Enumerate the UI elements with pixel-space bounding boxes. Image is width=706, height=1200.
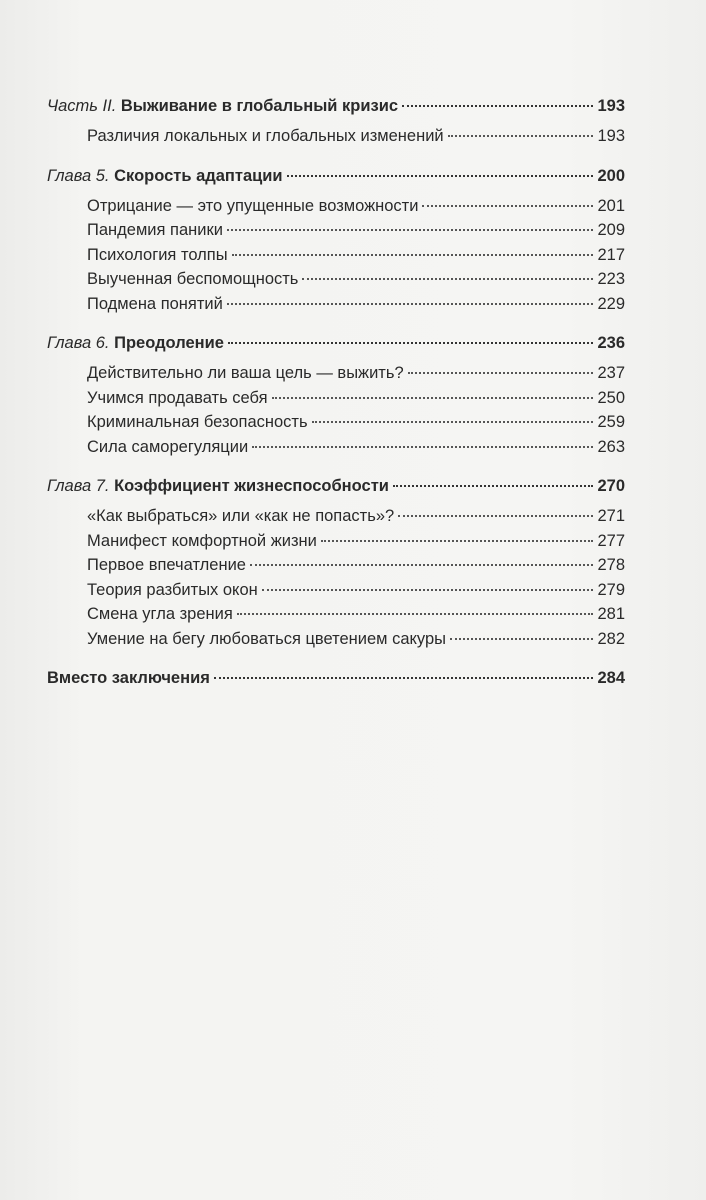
page-number: 209 — [597, 221, 625, 239]
dot-leader — [448, 135, 594, 137]
page-number: 236 — [597, 334, 625, 352]
page-number: 279 — [597, 580, 625, 599]
chapter-name: Коэффициент жизнеспособности — [114, 477, 389, 495]
toc-subsection-entry[interactable] — [47, 194, 625, 219]
subsection-title: Смена угла зрения — [87, 605, 233, 623]
dot-leader — [450, 638, 593, 640]
chapter-title — [47, 665, 210, 692]
chapter-title — [47, 473, 389, 500]
toc-subsection-entry[interactable] — [47, 361, 625, 386]
chapter-name: Преодоление — [114, 334, 224, 352]
toc-chapter-entry[interactable] — [47, 665, 625, 692]
dot-leader — [232, 254, 594, 256]
page-number: 250 — [597, 388, 625, 407]
dot-leader — [312, 421, 594, 423]
chapter-label: Глава 5. — [47, 166, 110, 185]
toc-section — [47, 665, 625, 692]
page-number: 200 — [597, 166, 625, 185]
chapter-title — [47, 163, 283, 190]
dot-leader — [302, 278, 593, 280]
toc-subsection-entry[interactable] — [47, 553, 625, 578]
chapter-label: Глава 7. — [47, 477, 110, 495]
dot-leader — [252, 446, 593, 448]
subsection-title: Различия локальных и глобальных изменений — [87, 127, 444, 145]
dot-leader — [262, 589, 594, 591]
subsection-title: Учимся продавать себя — [87, 388, 268, 407]
table-of-contents — [47, 93, 625, 706]
subsection-title: «Как выбраться» или «как не попасть»? — [87, 507, 395, 525]
dot-leader — [250, 564, 593, 566]
subsection-title: Сила саморегуляции — [87, 437, 249, 456]
toc-subsection-entry[interactable] — [47, 504, 625, 529]
dot-leader — [321, 540, 594, 542]
page-number: 263 — [597, 437, 625, 456]
toc-subsection-entry[interactable] — [47, 267, 625, 292]
toc-section — [47, 330, 625, 459]
page-number: 237 — [597, 364, 625, 382]
toc-section — [47, 163, 625, 317]
toc-subsection-entry[interactable] — [47, 386, 625, 411]
page-number: 193 — [597, 127, 625, 145]
dot-leader — [228, 342, 594, 344]
toc-chapter-entry[interactable] — [47, 330, 625, 357]
chapter-name: Выживание в глобальный кризис — [120, 97, 399, 115]
page-number: 282 — [597, 629, 625, 648]
dot-leader — [408, 372, 594, 374]
toc-chapter-entry[interactable] — [47, 473, 625, 500]
dot-leader — [214, 677, 594, 679]
toc-subsection-entry[interactable] — [47, 292, 625, 317]
toc-subsection-entry[interactable] — [47, 602, 625, 627]
subsection-title: Теория разбитых окон — [87, 580, 258, 599]
page-number: 270 — [597, 477, 625, 495]
toc-subsection-entry[interactable] — [47, 124, 625, 149]
dot-leader — [237, 613, 594, 615]
subsection-title: Отрицание — это упущенные возможности — [87, 196, 419, 215]
toc-subsection-entry[interactable] — [47, 243, 625, 268]
subsection-title: Криминальная безопасность — [87, 413, 308, 431]
toc-chapter-entry[interactable] — [47, 93, 625, 120]
dot-leader — [422, 205, 593, 207]
page-number: 271 — [597, 507, 625, 525]
toc-subsection-entry[interactable] — [47, 410, 625, 435]
chapter-title — [47, 93, 398, 120]
chapter-name: Скорость адаптации — [114, 166, 283, 185]
toc-subsection-entry[interactable] — [47, 578, 625, 603]
toc-subsection-entry[interactable] — [47, 529, 625, 554]
page-number: 259 — [597, 413, 625, 431]
toc-subsection-entry[interactable] — [47, 218, 625, 243]
dot-leader — [287, 175, 594, 177]
subsection-title: Подмена понятий — [87, 294, 223, 313]
page-number: 193 — [597, 97, 625, 115]
page-number: 229 — [597, 294, 625, 313]
subsection-title: Психология толпы — [87, 245, 228, 264]
dot-leader — [402, 105, 593, 107]
subsection-title: Первое впечатление — [87, 556, 246, 574]
toc-section — [47, 473, 625, 651]
dot-leader — [272, 397, 594, 399]
chapter-name: Вместо заключения — [47, 669, 210, 687]
page-number: 223 — [597, 270, 625, 288]
chapter-label: Глава 6. — [47, 334, 110, 352]
page-number: 284 — [597, 669, 625, 687]
toc-chapter-entry[interactable] — [47, 163, 625, 190]
page-number: 278 — [597, 556, 625, 574]
dot-leader — [398, 515, 593, 517]
page-number: 217 — [597, 245, 625, 264]
subsection-title: Умение на бегу любоваться цветением сакуры — [87, 629, 447, 648]
subsection-title: Пандемия паники — [87, 221, 223, 239]
chapter-title — [47, 330, 224, 357]
dot-leader — [227, 229, 594, 231]
page-number: 201 — [597, 196, 625, 215]
subsection-title: Выученная беспомощность — [87, 270, 299, 288]
toc-section — [47, 93, 625, 149]
toc-subsection-entry[interactable] — [47, 627, 625, 652]
subsection-title: Манифест комфортной жизни — [87, 531, 317, 550]
dot-leader — [393, 485, 594, 487]
page-number: 281 — [597, 605, 625, 623]
subsection-title: Действительно ли ваша цель — выжить? — [87, 364, 404, 382]
dot-leader — [227, 303, 594, 305]
chapter-label: Часть II. — [47, 97, 117, 115]
page-number: 277 — [597, 531, 625, 550]
toc-subsection-entry[interactable] — [47, 435, 625, 460]
